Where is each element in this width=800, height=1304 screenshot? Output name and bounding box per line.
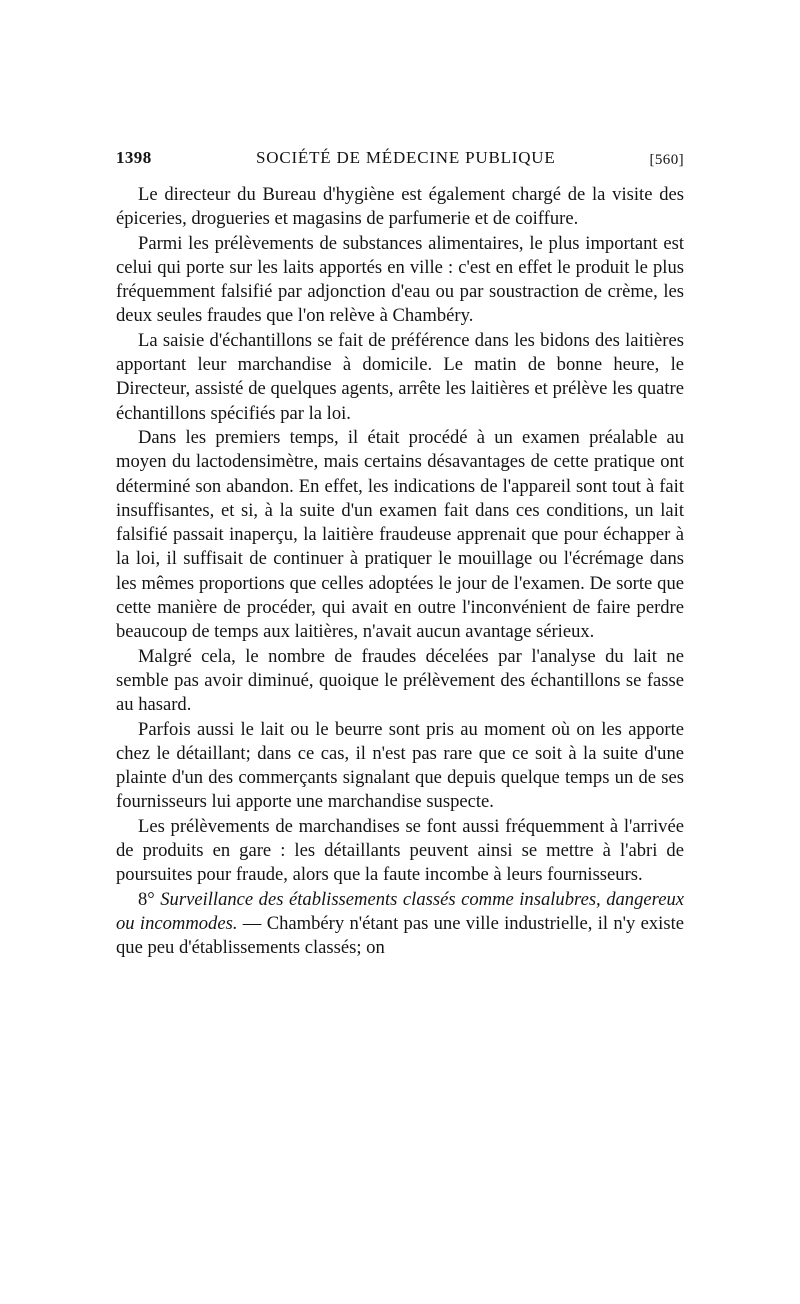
paragraph: Malgré cela, le nombre de fraudes décelées par l'analyse du lait ne semble pas avoir diminué, quoique le prélèvement des échantillons se fasse au hasard. — [116, 645, 684, 716]
paragraph: Les prélèvements de marchandises se font aussi fréquemment à l'arrivée de produits en gare : les détaillants peuvent ainsi se mettre à l'abri de poursuites pour fraude, alors que la faute incombe à leurs fournisseurs. — [116, 815, 684, 886]
paragraph: Parfois aussi le lait ou le beurre sont pris au moment où on les apporte chez le détaillant; dans ce cas, il n'est pas rare que ce soit à la suite d'une plainte d'un des commerçants signalant que depuis quelque temps un de ses fournisseurs lui apporte une marchandise suspecte. — [116, 718, 684, 813]
page-number: 1398 — [116, 148, 152, 167]
paragraph: Le directeur du Bureau d'hygiène est également chargé de la visite des épiceries, drogueries et magasins de parfumerie et de coiffure. — [116, 184, 684, 230]
running-title: SOCIÉTÉ DE MÉDECINE PUBLIQUE — [256, 148, 556, 167]
section-title: Surveillance des établissements classés comme insalubres, dangereux ou incommodes. — [116, 888, 684, 934]
body-text — [116, 183, 684, 961]
section-paragraph — [116, 888, 684, 961]
paragraph: Parmi les prélèvements de substances alimentaires, le plus important est celui qui porte sur les laits apportés en ville : c'est en effet le produit le plus fréquemment falsifié par adjonction d'eau ou par soustraction de crème, les deux seules fraudes que l'on relève à Chambéry. — [116, 232, 684, 327]
paragraph: La saisie d'échantillons se fait de préférence dans les bidons des laitières apportant leur marchandise à domicile. Le matin de bonne heure, le Directeur, assisté de quelques agents, arrête les laitières et prélève les quatre échantillons spécifiés par la loi. — [116, 329, 684, 424]
page-reference: [560] — [649, 152, 684, 168]
section-text: — Chambéry n'étant pas une ville industrielle, il n'y existe que peu d'établissements classés; on — [116, 912, 684, 959]
page-header — [116, 148, 684, 172]
paragraph: Dans les premiers temps, il était procédé à un examen préalable au moyen du lactodensimètre, mais certains désavantages de cette pratique ont déterminé son abandon. En effet, les indications de l'appareil sont tout à fait insuffisantes, et si, à la suite d'un examen fait dans ces conditions, un lait falsifié passait inaperçu, la laitière fraudeuse apprenait que pour échapper à la loi, il suffisait de continuer à pratiquer le mouillage ou l'écrémage dans les mêmes proportions que celles adoptées le jour de l'examen. De sorte que cette manière de procéder, qui avait en outre l'inconvénient de faire perdre beaucoup de temps aux laitières, n'avait aucun avantage sérieux. — [116, 426, 684, 643]
section-number: 8° — [138, 888, 155, 910]
